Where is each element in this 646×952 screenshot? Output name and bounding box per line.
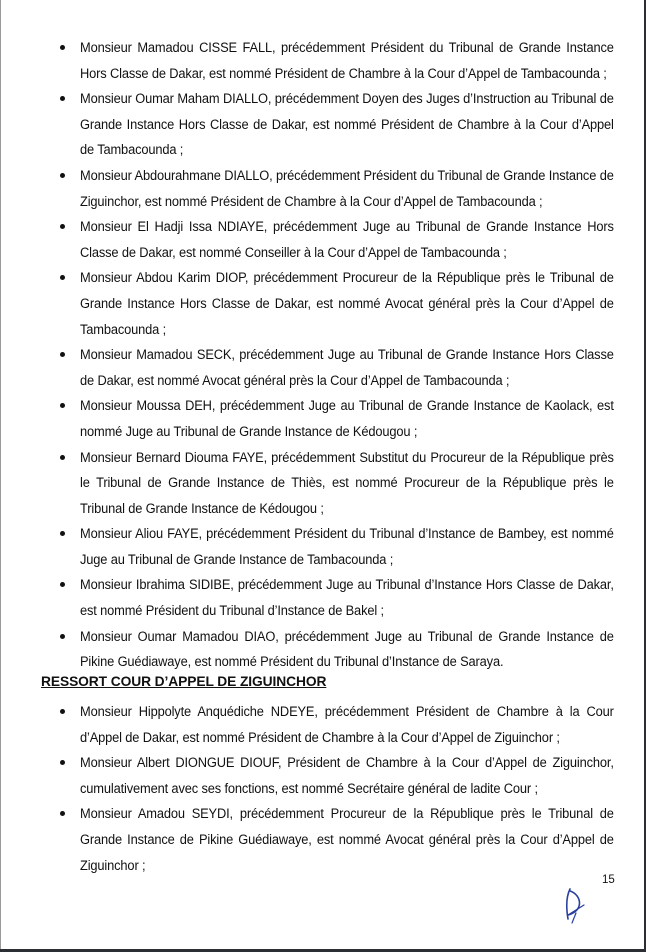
item-text: Monsieur Mamadou SECK, précédemment Juge au Tribunal de Grande Instance Hors Classe de Dakar, est nommé Avocat général près la Cour d’Appel de Tambacounda ; [80,347,614,388]
page-number: 15 [602,874,615,886]
bullet-icon [60,455,65,460]
list-item [0,521,614,572]
list-item [0,750,614,801]
list-item [0,801,614,878]
item-text: Monsieur Ibrahima SIDIBE, précédemment Juge au Tribunal d’Instance Hors Classe de Dakar, est nommé Président du Tribunal d’Instance de Bakel ; [80,577,614,619]
bullet-icon [60,709,65,714]
list-item [0,572,614,623]
item-text: Monsieur El Hadji Issa NDIAYE, précédemment Juge au Tribunal de Grande Instance Hors Classe de Dakar, est nommé Conseiller à la Cour d’Appel de Tambacounda ; [80,219,614,260]
list-item [0,214,614,265]
list-item [0,35,614,86]
bullet-icon [60,173,65,178]
bullet-icon [60,352,65,357]
appointments-list-tambacounda [0,35,614,675]
item-text: Monsieur Mamadou CISSE FALL, précédemment Président du Tribunal de Grande Instance Hors Classe de Dakar, est nommé Président de Chambre à la Cour d’Appel de Tambacounda ; [80,40,614,81]
bullet-icon [60,760,65,765]
item-text: Monsieur Hippolyte Anquédiche NDEYE, précédemment Président de Chambre à la Cour d’Appel de Dakar, est nommé Président de Chambre à la Cour d’Appel de Ziguinchor ; [80,704,614,745]
item-text: Monsieur Moussa DEH, précédemment Juge au Tribunal de Grande Instance de Kaolack, est nommé Juge au Tribunal de Grande Instance de Kédougou ; [80,398,614,439]
item-text: Monsieur Amadou SEYDI, précédemment Procureur de la République près le Tribunal de Grande Instance de Pikine Guédiawaye, est nommé Avocat général près la Cour d’Appel de Ziguinchor ; [80,806,614,873]
bullet-icon [60,96,65,101]
list-item [0,265,614,342]
appointments-list-ziguinchor [0,699,614,878]
item-text: Monsieur Oumar Maham DIALLO, précédemment Doyen des Juges d’Instruction au Tribunal de Grande Instance Hors Classe de Dakar, est nommé Président de Chambre à la Cour d’Appel de Tambacounda ; [80,91,614,158]
list-item [0,86,614,163]
item-text: Monsieur Abdou Karim DIOP, précédemment Procureur de la République près le Tribunal de Grande Instance Hors Classe de Dakar, est nommé Avocat général près la Cour d’Appel de Tambacounda ; [80,270,614,337]
list-item [0,699,614,750]
bullet-icon [60,224,65,229]
item-text: Monsieur Bernard Diouma FAYE, précédemment Substitut du Procureur de la République près le Tribunal de Grande Instance de Thiès, est nommé Procureur de la République près le Tribunal de Grande Instance de Kédougou ; [80,449,614,516]
list-item [0,342,614,393]
bullet-icon [60,403,65,408]
list-item [0,393,614,444]
bullet-icon [60,634,65,639]
item-text: Monsieur Albert DIONGUE DIOUF, Président de Chambre à la Cour d’Appel de Ziguinchor, cumulativement avec ses fonctions, est nommé Secrétaire général de ladite Cour ; [80,755,614,796]
item-text: Monsieur Aliou FAYE, précédemment Président du Tribunal d’Instance de Bambey, est nommé Juge au Tribunal de Grande Instance de Tambacounda ; [80,526,614,567]
list-item [0,445,614,522]
bullet-icon [60,275,65,280]
item-text: Monsieur Abdourahmane DIALLO, précédemment Président du Tribunal de Grande Instance de Ziguinchor, est nommé Président de Chambre à la Cour d’Appel de Tambacounda ; [80,167,614,209]
section-heading: RESSORT COUR D’APPEL DE ZIGUINCHOR [41,674,327,689]
bullet-icon [60,531,65,536]
bullet-icon [60,582,65,587]
list-item [0,163,614,214]
list-item [0,624,614,675]
initials-signature-icon [560,883,594,927]
bullet-icon [60,45,65,50]
bullet-icon [60,811,65,816]
item-text: Monsieur Oumar Mamadou DIAO, précédemment Juge au Tribunal de Grande Instance de Pikine Guédiawaye, est nommé Président du Tribunal d’Instance de Saraya. [80,628,614,670]
